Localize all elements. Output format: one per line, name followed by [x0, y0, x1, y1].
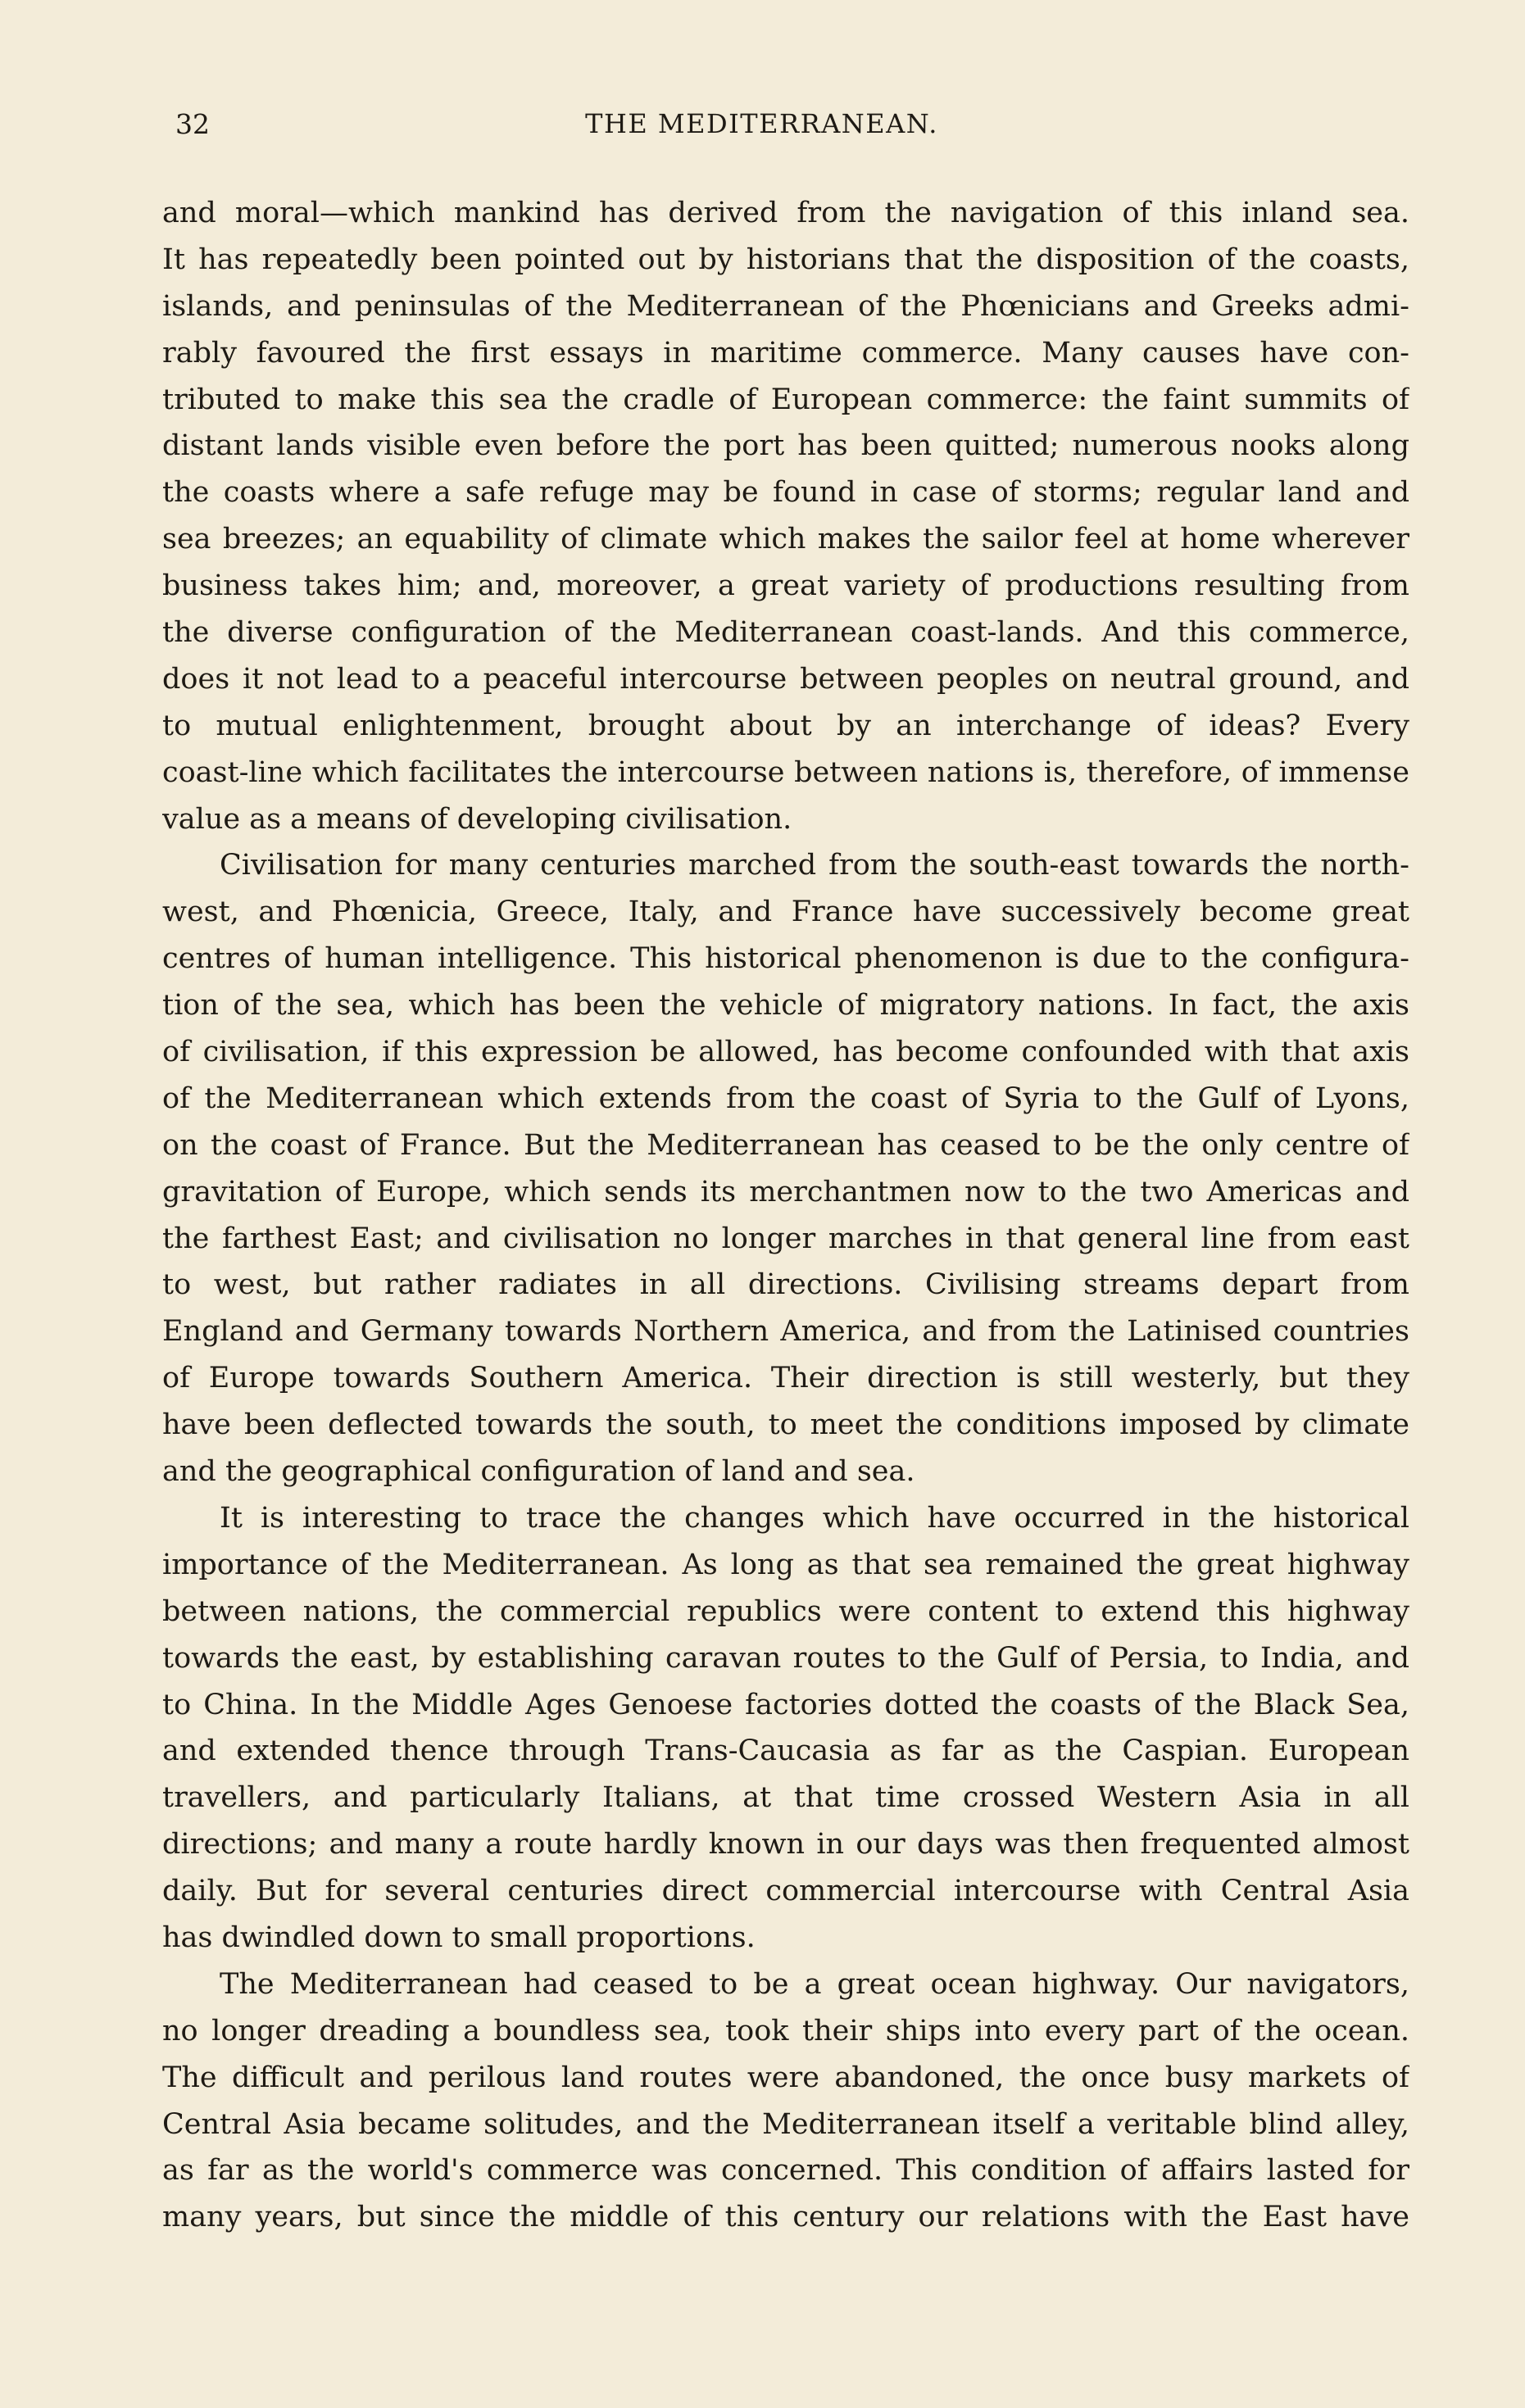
text-line: west, and Phœnicia, Greece, Italy, and France have successively become great [162, 896, 1409, 929]
text-line: the diverse configuration of the Mediterranean coast-lands. And this commerce, [162, 616, 1409, 650]
text-line: daily. But for several centuries direct commercial intercourse with Central Asia [162, 1875, 1409, 1908]
text-line: to west, but rather radiates in all directions. Civilising streams depart from [162, 1268, 1409, 1302]
text-line: of the Mediterranean which extends from the coast of Syria to the Gulf of Lyons, [162, 1082, 1409, 1115]
text-line: between nations, the commercial republics were content to extend this highway [162, 1594, 1409, 1628]
page-number: 32 [175, 108, 210, 140]
text-line: many years, but since the middle of this century our relations with the East have [162, 2201, 1409, 2234]
text-line: tion of the sea, which has been the vehicle of migratory nations. In fact, the axis [162, 989, 1409, 1023]
text-line: The difficult and perilous land routes were abandoned, the once busy markets of [162, 2061, 1409, 2094]
running-title: THE MEDITERRANEAN. [585, 108, 938, 139]
text-line: directions; and many a route hardly known in our days was then frequented almost [162, 1828, 1409, 1862]
text-line: no longer dreading a boundless sea, took their ships into every part of the ocean. [162, 2014, 1409, 2047]
text-line: have been deflected towards the south, to meet the conditions imposed by climate [162, 1408, 1409, 1442]
text-line: distant lands visible even before the port has been quitted; numerous nooks along [162, 429, 1409, 463]
text-line: sea breezes; an equability of climate which makes the sailor feel at home wherever [162, 523, 1409, 556]
text-line: It is interesting to trace the changes which have occurred in the historical [220, 1501, 1409, 1535]
page-header [175, 108, 1348, 151]
text-line: Civilisation for many centuries marched from the south-east towards the north- [220, 849, 1409, 882]
text-line: and moral—which mankind has derived from the navigation of this inland sea. [162, 197, 1409, 229]
text-line: tributed to make this sea the cradle of European commerce: the faint summits of [162, 383, 1409, 416]
text-line: islands, and peninsulas of the Mediterranean of the Phœnicians and Greeks admi- [162, 289, 1409, 323]
text-line: to mutual enlightenment, brought about by an interchange of ideas? Every [162, 709, 1409, 742]
text-line: has dwindled down to small proportions. [162, 1921, 756, 1954]
text-line: the coasts where a safe refuge may be found in case of storms; regular land and [162, 476, 1409, 510]
text-line: on the coast of France. But the Mediterranean has ceased to be the only centre of [162, 1128, 1409, 1162]
text-line: value as a means of developing civilisation. [162, 802, 792, 836]
text-line: centres of human intelligence. This historical phenomenon is due to the configura- [162, 942, 1409, 976]
text-line: and the geographical configuration of land and sea. [162, 1455, 915, 1489]
text-line: the farthest East; and civilisation no longer marches in that general line from east [162, 1222, 1409, 1255]
text-line: England and Germany towards Northern America, and from the Latinised countries [162, 1315, 1409, 1349]
text-line: of Europe towards Southern America. Their direction is still westerly, but they [162, 1362, 1409, 1395]
text-line: of civilisation, if this expression be allowed, has become confounded with that axis [162, 1036, 1409, 1069]
text-line: to China. In the Middle Ages Genoese factories dotted the coasts of the Black Sea, [162, 1688, 1409, 1721]
text-line: business takes him; and, moreover, a great variety of productions resulting from [162, 569, 1409, 603]
text-line: The Mediterranean had ceased to be a great ocean highway. Our navigators, [220, 1967, 1409, 2001]
text-line: travellers, and particularly Italians, at that time crossed Western Asia in all [162, 1781, 1409, 1815]
text-line: Central Asia became solitudes, and the Mediterranean itself a veritable blind alley, [162, 2107, 1409, 2141]
text-line: towards the east, by establishing caravan routes to the Gulf of Persia, to India, and [162, 1641, 1409, 1675]
text-line: rably favoured the first essays in maritime commerce. Many causes have con- [162, 336, 1409, 370]
text-line: It has repeatedly been pointed out by historians that the disposition of the coasts, [162, 243, 1409, 276]
text-line: gravitation of Europe, which sends its merchantmen now to the two Americas and [162, 1175, 1409, 1209]
text-line: does it not lead to a peaceful intercourse between peoples on neutral ground, and [162, 662, 1409, 696]
text-line: and extended thence through Trans-Caucasia as far as the Caspian. European [162, 1735, 1409, 1768]
body-text [162, 190, 1409, 2241]
text-line: as far as the world's commerce was concerned. This condition of affairs lasted for [162, 2154, 1409, 2188]
text-line: importance of the Mediterranean. As long as that sea remained the great highway [162, 1548, 1409, 1581]
text-line: coast-line which facilitates the intercourse between nations is, therefore, of immense [162, 755, 1409, 789]
